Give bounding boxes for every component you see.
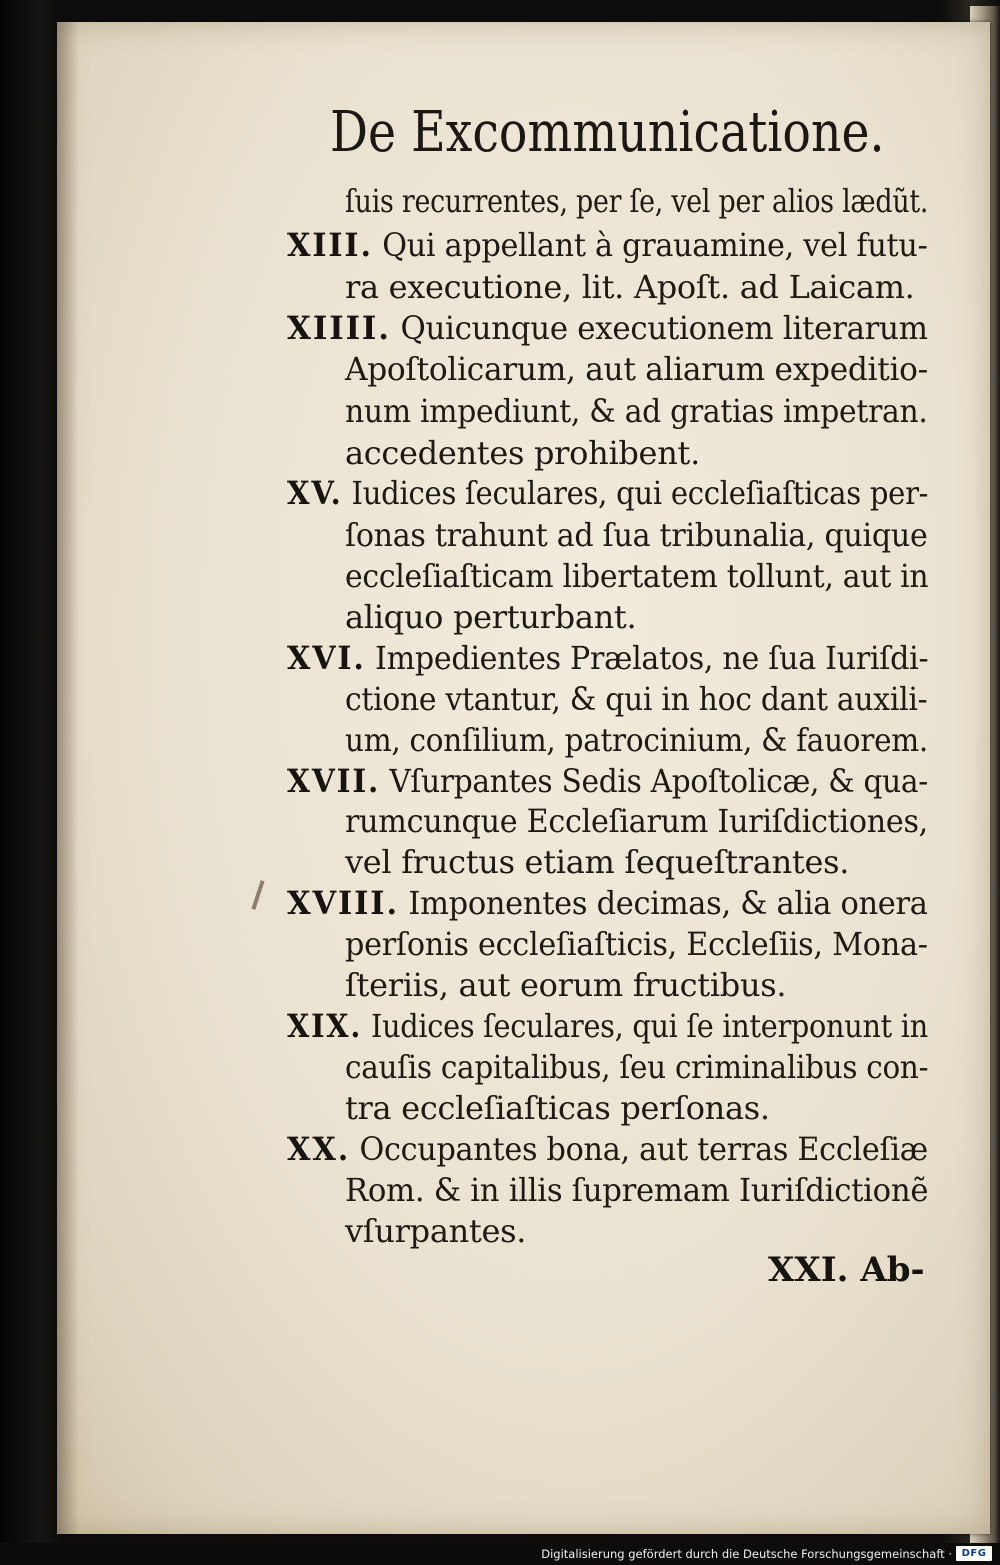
dfg-logo: DFG	[956, 1546, 992, 1561]
text-line: Rom. & in illis ſupremam Iuriſdictionẽ	[345, 1171, 929, 1209]
text-line: ſuis recurrentes, per ſe, vel per alios lædũt.	[345, 182, 929, 220]
text-line: ra executione, lit. Apoſt. ad Laicam.	[345, 268, 915, 306]
text-line: ſonas trahunt ad ſua tribunalia, quique	[345, 516, 928, 554]
text-line: ſteriis, aut eorum fructibus.	[345, 966, 787, 1004]
text-line: cauſis capitalibus, ſeu criminalibus con-	[345, 1048, 929, 1086]
text-line: aliquo perturbant.	[345, 598, 637, 636]
entry-number: XVII.	[287, 762, 381, 800]
entry-number: XVIII.	[287, 884, 399, 922]
text-line: XIX. Iudices ſeculares, qui ſe interponunt in	[287, 1007, 928, 1045]
text-line: XX. Occupantes bona, aut terras Eccleſiæ	[287, 1130, 928, 1168]
text-line: XV. Iudices ſeculares, qui eccleſiaſticas per-	[287, 474, 929, 512]
text-line: perſonis eccleſiaſticis, Eccleſiis, Mona-	[345, 925, 928, 963]
entry-number: XVI.	[287, 639, 366, 677]
entry-number: XX.	[287, 1130, 351, 1168]
spine-shadow	[57, 22, 79, 1534]
text-line: vſurpantes.	[345, 1212, 527, 1250]
funding-credit: Digitalisierung gefördert durch die Deutsche Forschungsgemeinschaft ·	[541, 1547, 952, 1561]
text-line: XVIII. Imponentes decimas, & alia onera	[287, 884, 928, 922]
text-line: ctione vtantur, & qui in hoc dant auxili-	[345, 680, 928, 718]
text-line: XVII. Vſurpantes Sedis Apoſtolicæ, & qua-	[287, 762, 929, 800]
text-line: rumcunque Eccleſiarum Iuriſdictiones,	[345, 802, 928, 840]
text-line: tra eccleſiaſticas perſonas.	[345, 1089, 770, 1127]
text-line: num impediunt, & ad gratias impetran.	[345, 392, 928, 430]
text-line: Apoſtolicarum, aut aliarum expeditio-	[345, 350, 928, 388]
entry-number: XV.	[287, 474, 343, 512]
text-line: vel fructus etiam ſequeſtrantes.	[345, 843, 850, 881]
catchword: XXI. Ab-	[768, 1250, 925, 1290]
entry-number: XIX.	[287, 1007, 363, 1045]
text-line: XIII. Qui appellant à grauamine, vel futu-	[287, 226, 928, 264]
text-line: XVI. Impedientes Prælatos, ne ſua Iuriſdi-	[287, 639, 929, 677]
entry-number: XIII.	[287, 226, 373, 264]
text-line: eccleſiaſticam libertatem tollunt, aut in	[345, 557, 929, 595]
text-line: accedentes prohibent.	[345, 434, 700, 472]
text-line: um, conſilium, patrocinium, & fauorem.	[345, 721, 929, 759]
text-line: XIIII. Quicunque executionem literarum	[287, 309, 928, 347]
entry-number: XIIII.	[287, 309, 391, 347]
running-head: De Excommunicatione.	[330, 100, 885, 165]
